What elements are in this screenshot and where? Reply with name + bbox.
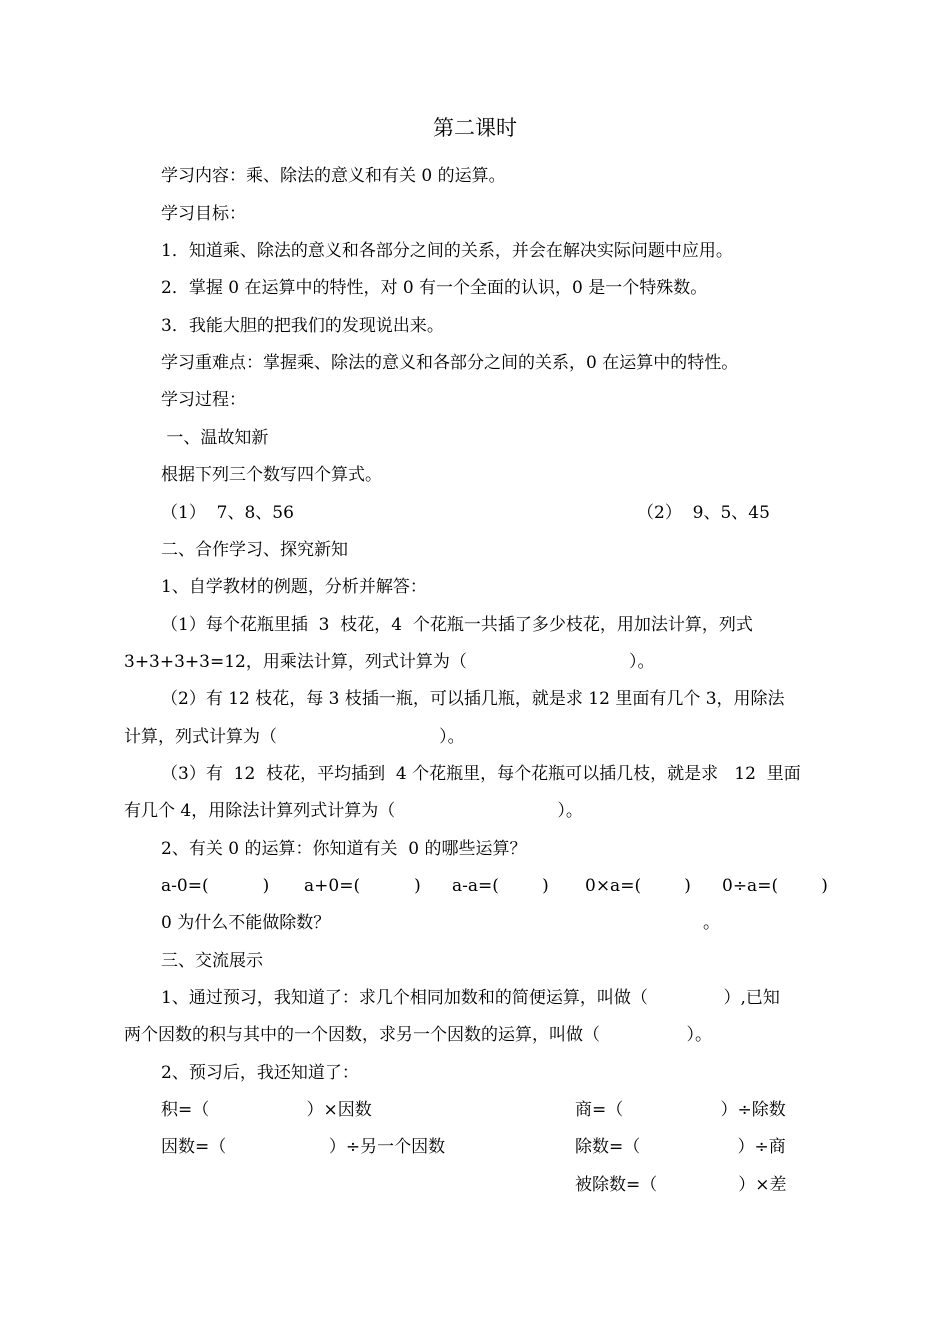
question-3-line-1: （3）有 12 枝花，平均插到 4 个花瓶里，每个花瓶可以插几枝，就是求 12 里面 [161, 764, 801, 784]
formula-divisor: 除数=（ ）÷商 [575, 1137, 786, 1157]
section-2-item-2: 2、有关 0 的运算：你知道有关 0 的哪些运算？ [161, 839, 527, 859]
section-1-instruction: 根据下列三个数写四个算式。 [161, 465, 382, 485]
zero-op-a-minus-a: a-a=( ) [452, 876, 549, 896]
question-2-line-2: 计算，列式计算为（ ）。 [124, 727, 465, 747]
formula-factor: 因数=（ ）÷另一个因数 [161, 1137, 446, 1157]
zero-op-0-div-a: 0÷a=( ) [722, 876, 828, 896]
question-3-line-2: 有几个 4，用除法计算列式计算为（ ）。 [124, 801, 583, 821]
question-2-line-1: （2）有 12 枝花，每 3 枝插一瓶，可以插几瓶，就是求 12 里面有几个 3，用除法 [161, 689, 785, 709]
section-2-heading: 二、合作学习、探究新知 [161, 540, 348, 560]
section-3-heading: 三、交流展示 [161, 951, 263, 971]
zero-op-0-times-a: 0×a=( ) [585, 876, 691, 896]
zero-op-a-plus-0: a+0=( ) [304, 876, 421, 896]
section-2-item-1: 1、自学教材的例题，分析并解答： [161, 577, 427, 597]
formula-product: 积=（ ）×因数 [161, 1100, 372, 1120]
why-zero-period: 。 [703, 913, 720, 933]
section-3-item-2: 2、预习后，我还知道了： [161, 1063, 359, 1083]
section-3-item-1-line-1: 1、通过预习，我知道了：求几个相同加数和的简便运算，叫做（ ）,已知 [161, 988, 780, 1008]
question-1-line-1: （1）每个花瓶里插 3 枝花，4 个花瓶一共插了多少枝花，用加法计算，列式 [161, 615, 753, 635]
learning-goals-heading: 学习目标： [161, 204, 246, 224]
why-zero-question: 0 为什么不能做除数？ [161, 913, 331, 933]
goal-1: 1．知道乘、除法的意义和各部分之间的关系，并会在解决实际问题中应用。 [161, 241, 733, 261]
zero-op-a-minus-0: a-0=( ) [161, 876, 270, 896]
exercise-1: （1） 7、8、56 [161, 503, 294, 523]
key-points: 学习重难点：掌握乘、除法的意义和各部分之间的关系，0 在运算中的特性。 [161, 353, 739, 373]
learning-content: 学习内容：乘、除法的意义和有关 0 的运算。 [161, 166, 506, 186]
question-1-line-2: 3+3+3+3=12，用乘法计算，列式计算为（ ）。 [124, 652, 655, 672]
goal-2: 2．掌握 0 在运算中的特性，对 0 有一个全面的认识，0 是一个特殊数。 [161, 278, 708, 298]
section-3-item-1-line-2: 两个因数的积与其中的一个因数，求另一个因数的运算，叫做（ ）。 [124, 1025, 712, 1045]
page-title: 第二课时 [433, 116, 517, 140]
exercise-2: （2） 9、5、45 [637, 503, 770, 523]
formula-quotient: 商=（ ）÷除数 [575, 1100, 786, 1120]
learning-process-heading: 学习过程： [161, 390, 246, 410]
goal-3: 3．我能大胆的把我们的发现说出来。 [161, 316, 444, 336]
section-1-heading: 一、温故知新 [161, 428, 269, 448]
formula-dividend: 被除数=（ ）×差 [575, 1175, 787, 1195]
